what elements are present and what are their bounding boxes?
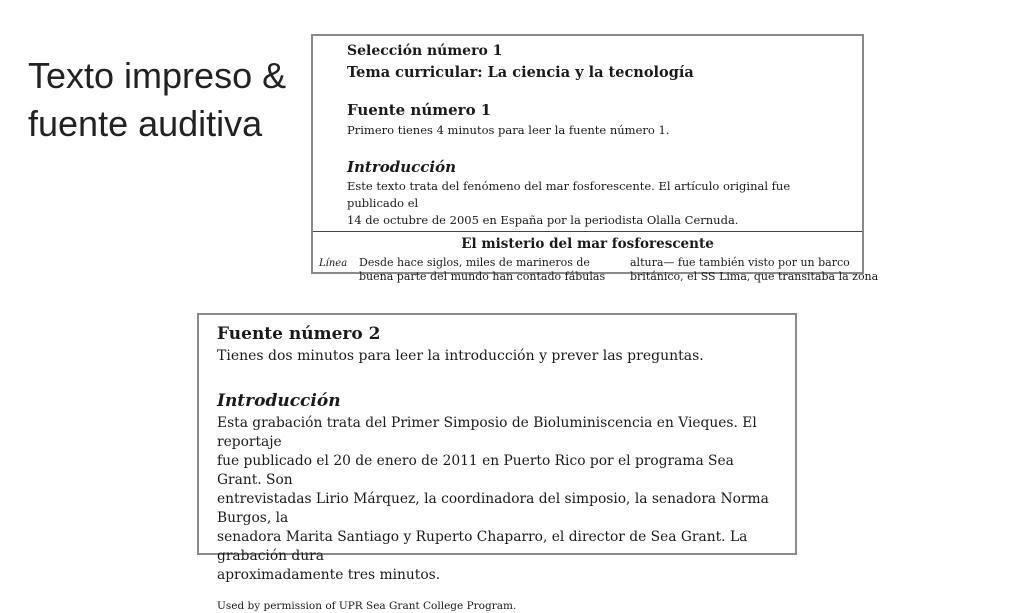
slide-title [28, 52, 286, 148]
source-1-intro-line: Este texto trata del fenómeno del mar fosforescente. El artículo original fue publicado el [347, 179, 791, 210]
line-label: Línea [319, 258, 348, 269]
source-1-excerpt [311, 34, 879, 283]
source-1-intro-heading: Introducción [347, 158, 457, 176]
source-2-heading: Fuente número 2 [217, 324, 381, 344]
source-2-intro-line: senadora Marita Santiago y Ruperto Chaparro, el director de Sea Grant. La grabación dura [217, 529, 748, 564]
source-2-intro-line: entrevistadas Lirio Márquez, la coordinadora del simposio, la senadora Norma Burgos, la [217, 491, 769, 526]
source-1-intro-line: 14 de octubre de 2005 en España por la periodista Olalla Cernuda. [347, 213, 739, 227]
source-2-excerpt [197, 313, 797, 612]
source-1-heading: Fuente número 1 [347, 101, 492, 119]
curricular-theme: Tema curricular: La ciencia y la tecnología [347, 64, 694, 81]
article-title: El misterio del mar fosforescente [461, 236, 714, 252]
slide-title-line-2: fuente auditiva [28, 103, 263, 144]
slide-title-line-1: Texto impreso & [28, 55, 287, 96]
source-2-intro-line: aproximadamente tres minutos. [217, 567, 441, 583]
article-column-2 [630, 256, 879, 284]
selection-heading: Selección número 1 [347, 43, 503, 59]
divider [313, 231, 862, 232]
source-1-instruction: Primero tienes 4 minutos para leer la fuente número 1. [347, 123, 670, 137]
source-2-instruction: Tienes dos minutos para leer la introducción y prever las preguntas. [217, 348, 704, 364]
article-column-1 [359, 256, 606, 284]
source-2-intro-line: Esta grabación trata del Primer Simposio de Bioluminiscencia en Vieques. El reportaje [217, 415, 757, 450]
permission-credit: Used by permission of UPR Sea Grant College Program. [217, 600, 517, 612]
source-2-intro-text [217, 414, 777, 585]
source-2-intro-line: fue publicado el 20 de enero de 2011 en Puerto Rico por el programa Sea Grant. Son [217, 453, 734, 488]
article-line: Desde hace siglos, miles de marineros de [359, 256, 590, 269]
article-line: buena parte del mundo han contado fábulas [359, 270, 606, 283]
source-1-intro-text [347, 178, 817, 229]
article-line: altura— fue también visto por un barco [630, 256, 850, 269]
article-line: británico, el SS Lima, que transitaba la zona [630, 270, 879, 283]
source-2-intro-heading: Introducción [217, 391, 341, 411]
